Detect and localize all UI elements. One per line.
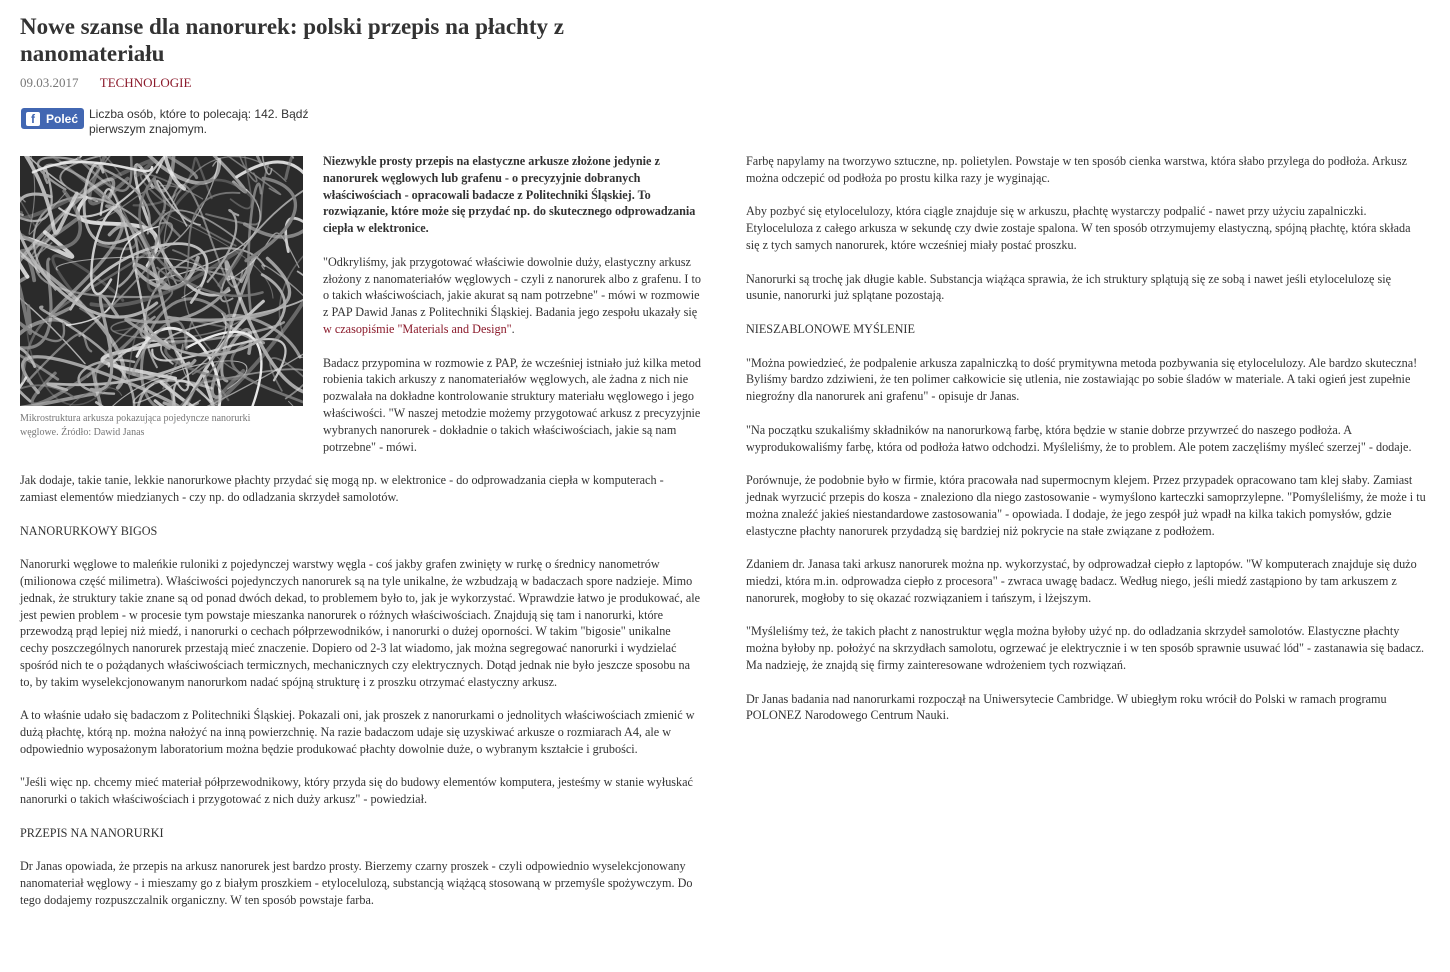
article-lead: Niezwykle prosty przepis na elastyczne arkusze złożone jedynie z nanorurek węglowych lub grafenu - o precyzyjnie dobranych właściwościach - opracowali badacze z Politechniki Śląskiej. To rozwiązanie, które może się przydać np. do skutecznego odprowadzania ciepła w elektronice. [323,154,696,236]
article-date: 09.03.2017 [20,75,79,90]
paragraph: "Można powiedzieć, że podpalenie arkusza zapalniczką to dość prymitywna metoda pozbywania się etylocelulozy. Ale bardzo skuteczna! Byliśmy bardzo zdziwieni, że ten polimer całkowicie się utlenia, nie zostawiając po sobie śladów w materiale. A taki ogień jest zupełnie niegroźny dla nanorurek ani grafenu" - opisuje dr Janas. [746,355,1418,404]
paragraph: Zdaniem dr. Janasa taki arkusz nanorurek można np. wykorzystać, by odprowadzał ciepło z laptopów. "W komputerach znajduje się dużo miedzi, która m.in. odprowadza ciepło z procesora" - zwraca uwagę badacz. Według niego, jeśli miedź zastąpiono by tam arkuszem z nanorurek, mogłoby to się okazać rozwiązaniem i tańszym, i lżejszym. [746,557,1417,605]
paragraph: Farbę napylamy na tworzywo sztuczne, np. polietylen. Powstaje w ten sposób cienka warstwa, która słabo przylega do podłoża. Arkusz można odczepić od podłoża po prostu kilka razy je wyginając. [746,154,1407,185]
paragraph: A to właśnie udało się badaczom z Politechniki Śląskiej. Pokazali oni, jak proszek z nanorurkami o jednolitych właściwościach zmienić w dużą płachtę, którą np. można nałożyć na inną powierzchnię. Na razie badaczom udaje się uzyskiwać arkusze o rozmiarach A4, ale w odpowiednio wyposażonym laboratorium można będzie produkować płachty dowolnie duże, o wybranym kształcie i grubości. [20,708,695,756]
facebook-icon: f [26,112,40,126]
paragraph: "Jeśli więc np. chcemy mieć materiał półprzewodnikowy, który przyda się do budowy elementów komputera, jesteśmy w stanie wyłuskać nanorurki o takich właściwościach i przygotować z nich duży arkusz" - powiedział. [20,775,693,807]
article-figure [20,153,310,440]
paragraph: Jak dodaje, takie tanie, lekkie nanorurkowe płachty przydać się mogą np. w elektronice - do odprowadzania ciepła w komputerach - zamiast elementów miedzianych - czy np. do odladzania skrzydeł samolotów. [20,473,664,504]
figure-caption: Mikrostruktura arkusza pokazująca pojedyncze nanorurki węglowe. Źródło: Dawid Janas [20,413,251,438]
paragraph: Nanorurki węglowe to maleńkie ruloniki z pojedynczej warstwy węgla - coś jakby grafen zwinięty w rurkę o średnicy nanometrów (milionowa część milimetra). Właściwości pojedynczych nanorurek są na tyle unikalne, że wzbudzają w badaczach spore nadzieje. Mimo jednak, że struktury takie znane są od ponad dwóch dekad, to problemem było to, jak je wykorzystać. Wprawdzie łatwo je produkować, ale jest pewien problem - w procesie tym powstaje mieszanka nanorurek o różnych właściwościach. Znajdują się tam i nanorurki, które przewodzą prąd lepiej niż miedź, i nanorurki o cechach półprzewodników, i nanorurki o dużej oporności. W takim "bigosie" unikalne cechy poszczególnych nanorurek przestają mieć znaczenie. Dopiero od 2-3 lat wiadomo, jak można segregować nanorurki i wydzielać spośród nich te o pożądanych właściwościach termicznych, mechanicznych czy elektrycznych. Dotąd jednak nie było jeszcze sposobu na to, by takim wyselekcjonowanym nanorurkom nadać spójną strukturę i z proszku otrzymać elastyczny arkusz. [20,557,701,689]
facebook-like-button[interactable] [21,108,84,129]
journal-link[interactable]: w czasopiśmie "Materials and Design" [323,321,512,336]
paragraph: Dr Janas badania nad nanorurkami rozpoczął na Uniwersytecie Cambridge. W ubiegłym roku wrócił do Polski w ramach programu POLONEZ Narodowego Centrum Nauki. [746,691,1387,723]
facebook-like-label: Poleć [46,111,79,126]
article-body-left-column [20,153,702,926]
paragraph: "Odkryliśmy, jak przygotować właściwie dowolnie duży, elastyczny arkusz złożony z nanomateriałów węglowych - czyli z nanorurek albo z grafenu. I to o takich właściwościach, jakie akurat są nam potrzebne" - mówi w rozmowie z PAP Dawid Janas z Politechniki Śląskiej. Badania jego zespołu ukazały się w czasopiśmie "Materials and Design". [323,254,701,336]
facebook-like-count: Liczba osób, które to polecają: 142. Bądź pierwszym znajomym. [89,107,309,136]
paragraph: Aby pozbyć się etylocelulozy, która ciągle znajduje się w arkuszu, płachtę wystarczy podpalić - nawet przy użyciu zapalniczki. Etyloceluloza z całego arkusza w sekundę czy dwie zostaje spalona. W ten sposób otrzymujemy elastyczną, spójną płachtę, która składa się z tych samych nanorurek, które wcześniej miały postać proszku. [746,204,1411,252]
paragraph: Dr Janas opowiada, że przepis na arkusz nanorurek jest bardzo prosty. Bierzemy czarny proszek - czyli odpowiednio wyselekcjonowany nanomateriał węglowy - i mieszamy go z białym proszkiem - etylocelulozą, substancją wiążącą stosowaną w przemyśle spożywczym. Do tego dodajemy rozpuszczalnik organiczny. W ten sposób powstaje farba. [20,859,693,908]
article-category-link[interactable]: TECHNOLOGIE [99,75,192,90]
section-heading: PRZEPIS NA NANORURKI [20,825,164,840]
section-heading: NIESZABLONOWE MYŚLENIE [746,321,915,336]
nanotube-microstructure-photo [20,156,303,406]
article-body-right-column [746,153,1426,741]
paragraph: "Myśleliśmy też, że takich płacht z nanostruktur węgla można byłoby użyć np. do odladzania skrzydeł samolotów. Elastyczne płachty można byłoby np. położyć na skrzydłach samolotu, ogrzewać je elektrycznie i w ten sposób sprawnie usuwać lód" - zastanawia się badacz. Ma nadzieję, że znajdą się firmy zainteresowane wdrożeniem tych rozwiązań. [746,624,1425,672]
paragraph: Badacz przypomina w rozmowie z PAP, że wcześniej istniało już kilka metod robienia takich arkuszy z nanomateriałów węglowych, ale żadna z nich nie pozwalała na dokładne kontrolowanie struktury materiału węglowego i jego właściwości. "W naszej metodzie możemy przygotować arkusz z precyzyjnie wybranych nanorurek - dokładnie o takich właściwościach, jakie są nam potrzebne" - mówi. [323,355,701,454]
paragraph: Nanorurki są trochę jak długie kable. Substancja wiążąca sprawia, że ich struktury splątują się ze sobą i nawet jeśli etylocelulozę się usunie, nanorurki już splątane pozostają. [746,271,1392,303]
article-meta [20,75,191,91]
paragraph: "Na początku szukaliśmy składników na nanorurkową farbę, która będzie w stanie dobrze przywrzeć do naszego podłoża. A wyprodukowaliśmy farbę, która od podłoża łatwo odchodzi. Myśleliśmy, że to problem. Ale potem zaczęliśmy myśleć szerzej" - dodaje. [746,422,1412,454]
paragraph: Porównuje, że podobnie było w firmie, która pracowała nad supermocnym klejem. Przez przypadek opracowano tam klej słaby. Zamiast jednak wyrzucić przepis do kosza - znaleziono dla niego zastosowanie - wymyślono karteczki samoprzylepne. "Pomyśleliśmy, że może i tu można znaleźć jakieś niestandardowe zastosowania" - opowiada. I dodaje, że jego zespół już wpadł na kilka takich pomysłów, gdzie elastyczne płachty nanorurek przydadzą się bardziej niż pokrycie na stałe związane z podłożem. [746,473,1426,538]
section-heading: NANORURKOWY BIGOS [20,523,158,538]
article-title: Nowe szanse dla nanorurek: polski przepis na płachty z nanomateriału [20,14,564,66]
